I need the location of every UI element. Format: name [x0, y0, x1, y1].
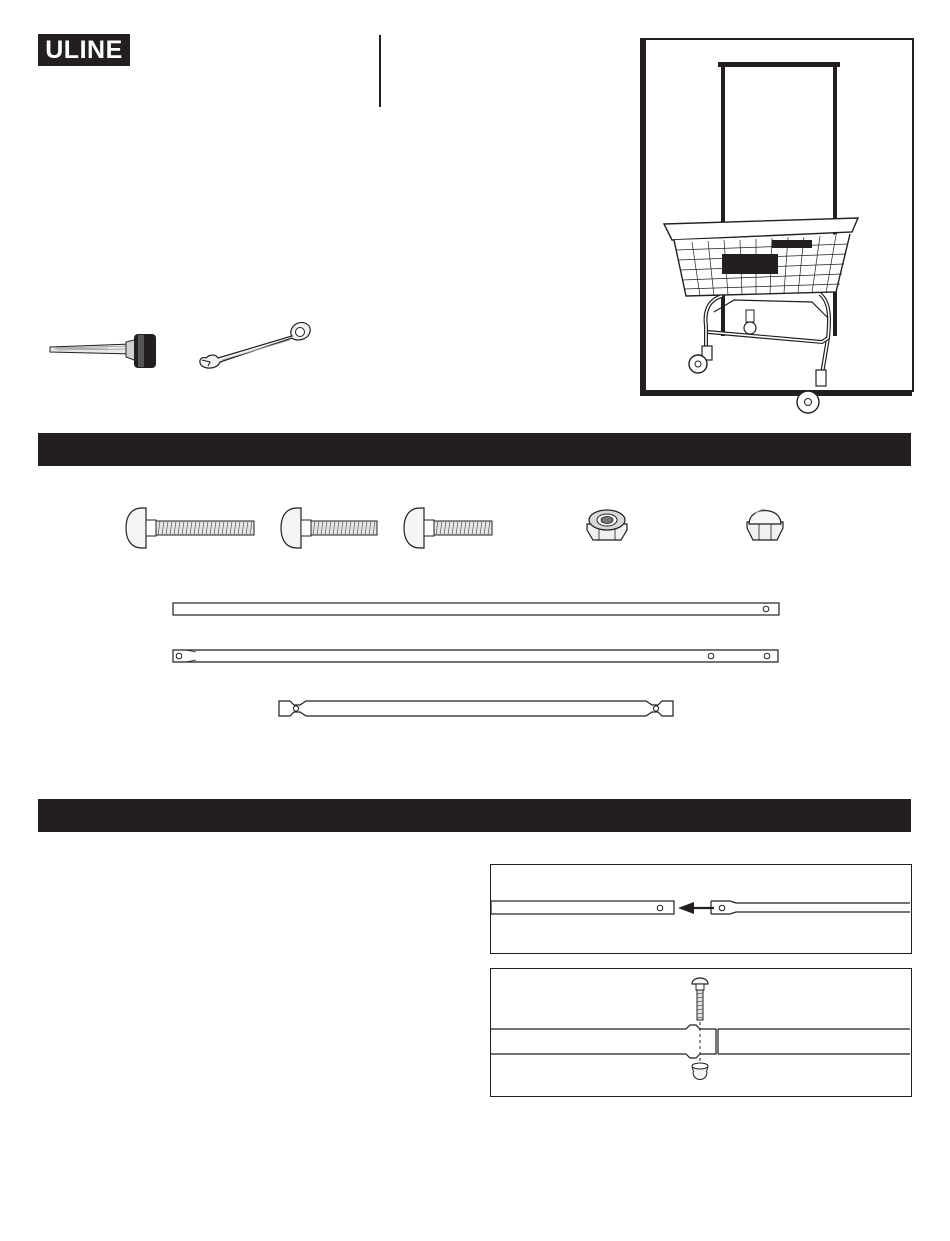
- bolt-and-cap-nut-step-figure: [490, 968, 912, 1097]
- short-carriage-bolt-icon: [402, 504, 496, 552]
- logo-text: ULINE: [45, 35, 123, 64]
- assembly-section-band: [38, 799, 911, 832]
- upright-bar-three-holes-icon: [172, 649, 782, 665]
- insert-bar-step-figure: [490, 864, 912, 954]
- header-divider: [379, 35, 381, 107]
- uline-logo: [38, 34, 130, 66]
- rubber-mallet-icon: [48, 330, 160, 372]
- laundry-cart-with-hanger-rack-icon: [652, 56, 882, 418]
- cap-nut-icon: [741, 500, 789, 544]
- upright-bar-one-hole-icon: [172, 602, 782, 618]
- parts-section-band: [38, 433, 911, 466]
- wrench-icon: [196, 320, 318, 372]
- medium-carriage-bolt-icon: [279, 504, 381, 552]
- lock-nut-icon: [583, 504, 631, 548]
- crossbar-notched-ends-icon: [278, 700, 676, 720]
- long-carriage-bolt-icon: [124, 504, 258, 552]
